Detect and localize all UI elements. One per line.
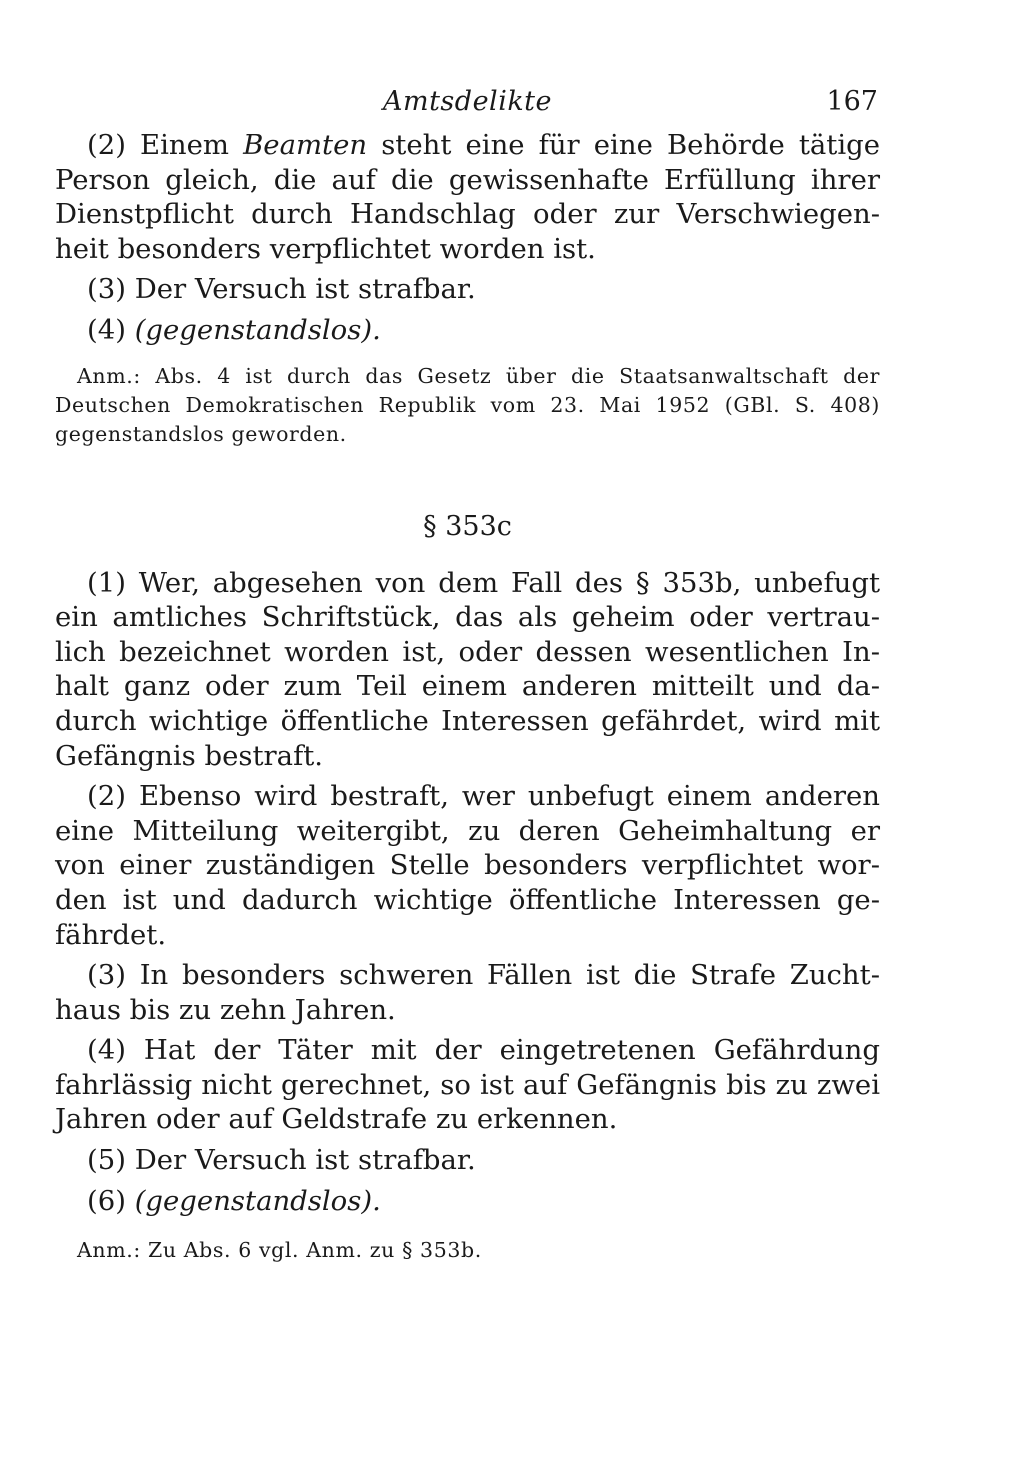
section-paragraph-4: (4) Hat der Täter mit der eingetretenen Gefährdung fahrlässig nicht gerechnet, so ist auf Gefängnis bis zu zwei Jahren oder auf Geldstrafe zu erkennen. [55,1034,880,1136]
running-title: Amtsdelikte [382,86,553,117]
section-paragraph-2: (2) Ebenso wird bestraft, wer unbefugt einem anderen eine Mitteilung weitergibt, zu deren Geheimhaltung er von einer zuständigen Stelle besonders verpflichtet worden ist und dadurch wichtige öffentliche Interessen gefährdet. [55,780,880,951]
page-header [55,86,880,128]
paragraph-4-emphasis: (gegenstandslos). [134,313,381,346]
paragraph-3: (3) Der Versuch ist strafbar. [87,273,476,306]
section-annotation-note: Anm.: Zu Abs. 6 vgl. Anm. zu § 353b. [77,1238,482,1263]
annotation-note: Anm.: Abs. 4 ist durch das Gesetz über die Staatsanwaltschaft der Deutschen Demokratischen Republik vom 23. Mai 1952 (GBl. S. 408) gegenstandslos geworden. [55,363,880,446]
paragraph-2 [55,128,880,266]
section-paragraph-3: (3) In besonders schweren Fällen ist die Strafe Zuchthaus bis zu zehn Jahren. [55,959,880,1026]
section-paragraph-1: (1) Wer, abgesehen von dem Fall des § 353b, unbefugt ein amtliches Schriftstück, das als geheim oder vertraulich bezeichnet worden ist, oder dessen wesentlichen Inhalt ganz oder zum Teil einem anderen mitteilt und dadurch wichtige öffentliche Interessen gefährdet, wird mit Gefängnis bestraft. [55,566,880,772]
paragraph-4 [55,313,880,348]
section-paragraph-6-emphasis: (gegenstandslos). [134,1184,381,1217]
paragraph-2-end: steht eine für eine Behörde tätige Person gleich, die auf die gewissenhafte Erfüllung ihrer Dienstpflicht durch Handschlag oder zur Verschwiegenheit besonders verpflichtet worden ist. [55,129,880,265]
paragraph-2-start: (2) Einem [87,129,244,161]
document-page [55,86,880,1265]
paragraph-4-number: (4) [87,313,135,346]
section-paragraph-5: (5) Der Versuch ist strafbar. [87,1144,476,1177]
page-number: 167 [826,86,878,117]
paragraph-2-emphasis: Beamten [243,129,368,161]
section-heading: § 353c [423,510,512,542]
section-paragraph-6 [55,1184,880,1219]
section-paragraph-6-number: (6) [87,1184,135,1217]
